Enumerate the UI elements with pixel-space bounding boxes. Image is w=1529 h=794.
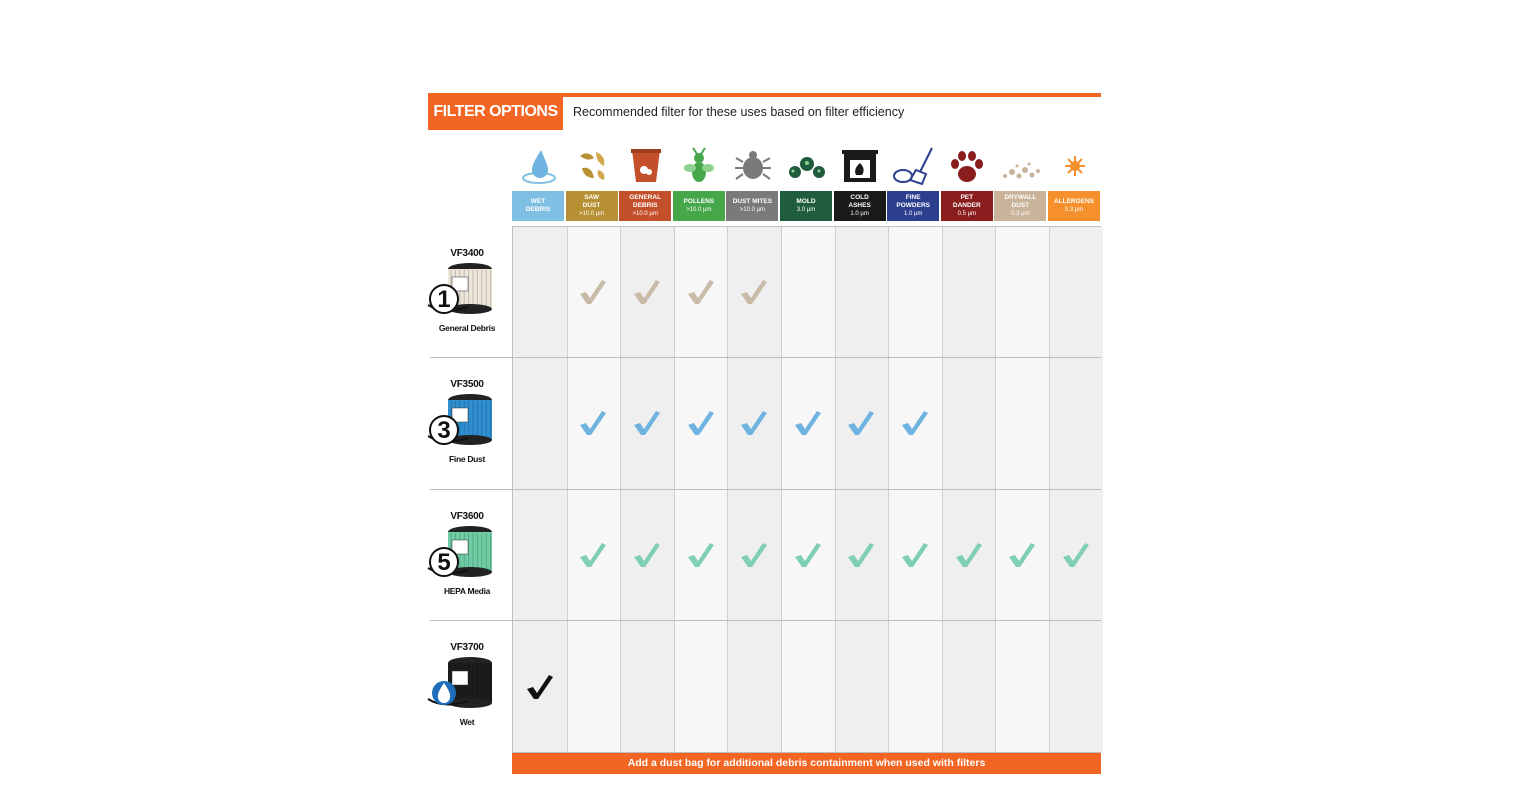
category-name: WET <box>530 198 546 205</box>
category-name: DEBRIS <box>632 202 658 209</box>
checkmark-icon <box>619 535 673 575</box>
category-size: >10.0 µm <box>578 211 605 217</box>
checkmark-icon <box>512 667 566 707</box>
checkmark-icon <box>834 535 888 575</box>
category-name: FINE <box>905 194 921 201</box>
category-size: 1.0 µm <box>850 211 869 217</box>
filter-image <box>424 653 510 711</box>
saw-dust-icon <box>566 143 619 189</box>
filter-use: General Debris <box>438 323 496 333</box>
category-name: GENERAL <box>629 194 662 201</box>
footer-note: Add a dust bag for additional debris containment when used with filters <box>512 753 1101 774</box>
mold-icon <box>780 143 833 189</box>
category-label <box>834 191 886 221</box>
checkmark-icon <box>994 535 1048 575</box>
checkmark-icon <box>619 403 673 443</box>
checkmark-icon <box>780 535 834 575</box>
filter-model: VF3400 <box>450 248 484 259</box>
checkmark-icon <box>673 403 727 443</box>
allergen-icon <box>1048 143 1101 189</box>
category-name: DEBRIS <box>525 206 551 213</box>
filter-model: VF3700 <box>450 642 484 653</box>
checkmark-icon <box>619 272 673 312</box>
category-size: 1.0 µm <box>903 211 923 217</box>
filter-product <box>424 511 510 596</box>
filter-product <box>424 379 510 464</box>
filter-use: HEPA Media <box>443 586 491 596</box>
header-subtitle: Recommended filter for these uses based on filter efficiency <box>573 105 905 119</box>
svg-text:3: 3 <box>437 417 451 444</box>
category-label <box>1048 191 1100 221</box>
drywall-dust-icon <box>994 143 1047 189</box>
category-name: POLLENS <box>683 198 715 205</box>
filter-model: VF3600 <box>450 511 484 522</box>
row-divider <box>430 489 1101 490</box>
category-size: 3.0 µm <box>796 207 816 213</box>
row-divider <box>430 620 1101 621</box>
category-name: POWDERS <box>896 202 930 209</box>
filter-use: Fine Dust <box>448 454 486 464</box>
category-label <box>512 191 564 221</box>
category-size: >10.0 µm <box>739 207 766 213</box>
category-name: DUST <box>582 202 601 209</box>
category-label <box>941 191 993 221</box>
category-label <box>780 191 832 221</box>
filter-image <box>424 522 510 580</box>
checkmark-icon <box>780 403 834 443</box>
filter-product <box>424 248 510 333</box>
category-size: 0.3 µm <box>1064 207 1084 213</box>
header-tag: FILTER OPTIONS <box>428 93 563 130</box>
category-label <box>726 191 778 221</box>
category-size: >10.0 µm <box>686 207 712 213</box>
dust-mite-icon <box>726 143 779 189</box>
svg-text:5: 5 <box>437 549 451 576</box>
filter-use: Wet <box>459 717 475 727</box>
checkmark-icon <box>726 535 780 575</box>
category-size: 0.3 µm <box>1011 211 1030 217</box>
filter-image <box>424 259 510 317</box>
checkmark-icon <box>1048 535 1102 575</box>
water-drop-icon <box>512 143 565 189</box>
category-name: MOLD <box>796 198 816 205</box>
fireplace-icon <box>834 143 887 189</box>
category-name: DUST MITES <box>732 198 773 205</box>
category-name: ALLERGENS <box>1053 198 1095 205</box>
category-name: PET <box>960 194 974 201</box>
checkmark-icon <box>887 403 941 443</box>
category-name: DANDER <box>952 202 981 209</box>
debris-bucket-icon <box>619 143 672 189</box>
category-size: >10.0 µm <box>632 211 658 217</box>
checkmark-icon <box>566 535 620 575</box>
category-label <box>619 191 671 221</box>
paw-icon <box>941 143 994 189</box>
checkmark-icon <box>566 403 620 443</box>
category-size: 0.5 µm <box>957 211 977 217</box>
category-name: ASHES <box>848 202 871 209</box>
category-label <box>566 191 618 221</box>
filter-product <box>424 642 510 727</box>
row-divider <box>430 357 1101 358</box>
checkmark-icon <box>673 535 727 575</box>
category-name: COLD <box>850 194 869 201</box>
checkmark-icon <box>887 535 941 575</box>
checkmark-icon <box>726 403 780 443</box>
category-name: SAW <box>584 194 599 201</box>
bee-icon <box>673 143 726 189</box>
checkmark-icon <box>566 272 620 312</box>
checkmark-icon <box>834 403 888 443</box>
checkmark-icon <box>941 535 995 575</box>
category-label <box>887 191 939 221</box>
checkmark-icon <box>673 272 727 312</box>
svg-text:1: 1 <box>437 286 451 313</box>
filter-image <box>424 390 510 448</box>
header <box>428 93 1101 130</box>
checkmark-icon <box>726 272 780 312</box>
category-label <box>994 191 1046 221</box>
broom-icon <box>887 143 940 189</box>
filter-model: VF3500 <box>450 379 484 390</box>
category-label <box>673 191 725 221</box>
category-name: DUST <box>1011 202 1030 209</box>
category-name: DRYWALL <box>1004 194 1037 201</box>
